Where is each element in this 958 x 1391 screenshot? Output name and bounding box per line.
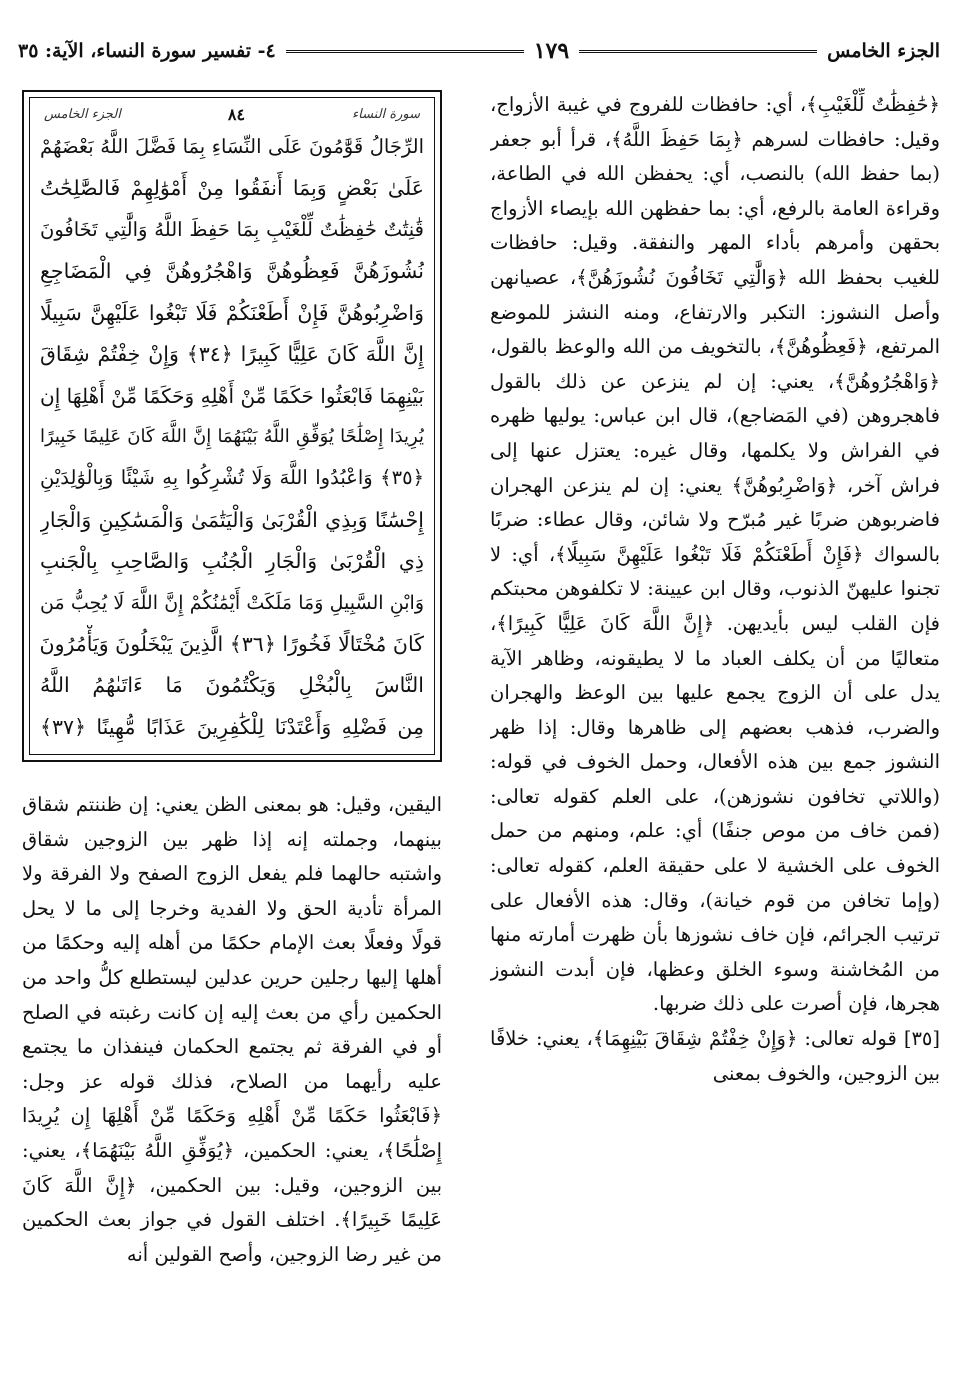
quran-page-inner-frame — [29, 97, 435, 755]
header-rule-left — [286, 50, 524, 53]
tafsir-paragraph-35: [٣٥] قوله تعالى: ﴿وَإِنْ خِفْتُمْ شِقَاقَ بَيْنِهِمَا﴾، يعني: خلافًا بين الزوجين، والخوف بمعنى — [490, 1027, 940, 1085]
quran-line: وَاضْرِبُوهُنَّ فَإِنْ أَطَعْنَكُمْ فَلَا تَبْغُوا عَلَيْهِنَّ سَبِيلًا — [40, 300, 424, 325]
tafsir-paragraph-continuation: اليقين، وقيل: هو بمعنى الظن يعني: إن ظننتم شقاق بينهما، وجملته إنه إذا ظهر بين الزوجين شقاق واشتبه حالهما فلم يفعل الزوج الصفح ولا الفرقة ولا المرأة تأدية الحق ولا الفدية وخرجا إلى ما لا يحل قولًا وفعلًا بعث الإمام حكمًا من أهله إليه وحكمًا من أهلها إليها رجلين حرين عدلين ليستطلع كلُّ واحد من الحكمين رأي من بعث إليه إن كانت رغبته في الصلح أو في الفرقة ثم يجتمع الحكمان فينفذان ما يجتمع عليه رأيهما من الصلاح، فذلك قوله عز وجل: ﴿فَابْعَثُوا حَكَمًا مِّنْ أَهْلِهِ وَحَكَمًا مِّنْ أَهْلِهَا إِن يُرِيدَا إِصْلَٰحًا﴾، يعني: الحكمين، ﴿يُوَفِّقِ اللَّهُ بَيْنَهُمَا﴾، يعني: بين الزوجين، وقيل: بين الحكمين، ﴿إِنَّ اللَّهَ كَانَ عَلِيمًا خَبِيرًا﴾. اختلف القول في جواز بعث الحكمين من غير رضا الزوجين، وأصح القولين أنه — [22, 793, 442, 1266]
header-chapter-title: ٤- تفسير سورة النساء، الآية: ٣٥ — [18, 40, 276, 62]
quran-sura-name: سورة النساء — [352, 106, 420, 122]
quran-line: يُرِيدَا إِصْلَٰحًا يُوَفِّقِ اللَّهُ بَيْنَهُمَا إِنَّ اللَّهَ كَانَ عَلِيمًا خَبِيرًا — [40, 425, 424, 447]
quran-line: ﴿٣٥﴾ وَاعْبُدُوا اللَّهَ وَلَا تُشْرِكُوا بِهِ شَيْئًا وَبِالْوَٰلِدَيْنِ — [40, 466, 424, 490]
quran-verse-lines — [40, 128, 424, 746]
quran-line: وَابْنِ السَّبِيلِ وَمَا مَلَكَتْ أَيْمَٰنُكُمْ إِنَّ اللَّهَ لَا يُحِبُّ مَن — [40, 591, 424, 614]
quran-line: إِنَّ اللَّهَ كَانَ عَلِيًّا كَبِيرًا ﴿٣٤﴾ وَإِنْ خِفْتُمْ شِقَاقَ — [40, 342, 424, 367]
header-juz-title: الجزء الخامس — [827, 40, 940, 62]
quran-line: مِن فَضْلِهِ وَأَعْتَدْنَا لِلْكَٰفِرِينَ عَذَابًا مُّهِينًا ﴿٣٧﴾ — [40, 714, 424, 739]
quran-page-header — [30, 102, 434, 126]
quran-line: عَلَىٰ بَعْضٍ وَبِمَا أَنفَقُوا مِنْ أَمْوَٰلِهِمْ فَالصَّٰلِحَٰتُ — [40, 176, 424, 201]
quran-line: ذِي الْقُرْبَىٰ وَالْجَارِ الْجُنُبِ وَالصَّاحِبِ بِالْجَنبِ — [40, 549, 424, 574]
quran-line: إِحْسَٰنًا وَبِذِي الْقُرْبَىٰ وَالْيَتَٰمَىٰ وَالْمَسَٰكِينِ وَالْجَارِ — [40, 507, 424, 532]
header-rule-right — [579, 50, 817, 53]
page-header — [18, 34, 940, 68]
quran-line: الرِّجَالُ قَوَّٰمُونَ عَلَى النِّسَاءِ بِمَا فَضَّلَ اللَّهُ بَعْضَهُمْ — [40, 135, 424, 158]
quran-line: قَٰنِتَٰتٌ حَٰفِظَٰتٌ لِّلْغَيْبِ بِمَا حَفِظَ اللَّهُ وَالَّٰتِي تَخَافُونَ — [40, 217, 424, 241]
page-number: ١٧٩ — [533, 38, 570, 64]
tafsir-paragraph-34: ﴿حَٰفِظَٰتٌ لِّلْغَيْبِ﴾، أي: حافظات للفروج في غيبة الأزواج، وقيل: حافظات لسرهم ﴿بِمَا حَفِظَ اللَّهُ﴾، قرأ أبو جعفر (بما حفظ الله) بالنصب، أي: يحفظن الله في الطاعة، وقراءة العامة بالرفع، أي: بما حفظهن الله بإيصاء الأزواج بحقهن وأمرهم بأداء المهر والنفقة. وقيل: حافظات للغيب بحفظ الله ﴿وَالَّٰتِي تَخَافُونَ نُشُوزَهُنَّ﴾، عصيانهن وأصل النشوز: التكبر والارتفاع، ومنه النشز للموضع المرتفع، ﴿فَعِظُوهُنَّ﴾، بالتخويف من الله والوعظ بالقول، ﴿وَاهْجُرُوهُنَّ﴾، يعني: إن لم ينزعن عن ذلك بالقول فاهجروهن (في المَضاجع)، قال ابن عباس: يوليها ظهره في الفراش ولا يكلمها، وقال غيره: يعتزل عنها إلى فراش آخر، ﴿وَاضْرِبُوهُنَّ﴾ يعني: إن لم ينزعن الهجران فاضربوهن ضربًا غير مُبرّح ولا شائن، وقال عطاء: ضربًا بالسواك ﴿فَإِنْ أَطَعْنَكُمْ فَلَا تَبْغُوا عَلَيْهِنَّ سَبِيلًا﴾، أي: لا تجنوا عليهنّ الذنوب، وقال ابن عيينة: لا تكلفوهن محبتكم فإن القلب ليس بأيديهن. ﴿إِنَّ اللَّهَ كَانَ عَلِيًّا كَبِيرًا﴾، متعاليًا من أن يكلف العباد ما لا يطيقونه، وظاهر الآية يدل على أن الزوج يجمع عليها بين الوعظ والهجران والضرب، فذهب بعضهم إلى ظاهرها وقال: إذا ظهر النشوز جمع بين هذه الأفعال، وحمل الخوف في قوله: (واللاتي تخافون نشوزهن)، على العلم كقوله تعالى: (فمن خاف من موص جنفًا) أي: علم، ومنهم من حمل الخوف على الخشية لا على حقيقة العلم، كقوله تعالى: (وإما تخافن من قوم خيانة)، وقال: هذه الأفعال على ترتيب الجرائم، فإن خاف نشوزها بأن ظهرت أمارته منها من المُخاشنة وسوء الخلق وعظها، فإن أبدت النشوز هجرها، فإن أصرت على ذلك ضربها. — [490, 93, 940, 1016]
quran-line: كَانَ مُخْتَالًا فَخُورًا ﴿٣٦﴾ الَّذِينَ يَبْخَلُونَ وَيَأْمُرُونَ — [40, 632, 424, 657]
quran-page-number: ٨٤ — [227, 104, 246, 124]
quran-page-box — [22, 90, 442, 762]
quran-line: النَّاسَ بِالْبُخْلِ وَيَكْتُمُونَ مَا ءَاتَىٰهُمُ اللَّهُ — [40, 673, 424, 698]
quran-line: بَيْنِهِمَا فَابْعَثُوا حَكَمًا مِّنْ أَهْلِهِ وَحَكَمًا مِّنْ أَهْلِهَا إِن — [40, 383, 424, 408]
left-text-column — [22, 788, 442, 1378]
right-text-column — [490, 88, 940, 1378]
quran-line: نُشُوزَهُنَّ فَعِظُوهُنَّ وَاهْجُرُوهُنَّ فِي الْمَضَاجِعِ — [40, 259, 424, 284]
quran-juz-name: الجزء الخامس — [44, 106, 121, 122]
